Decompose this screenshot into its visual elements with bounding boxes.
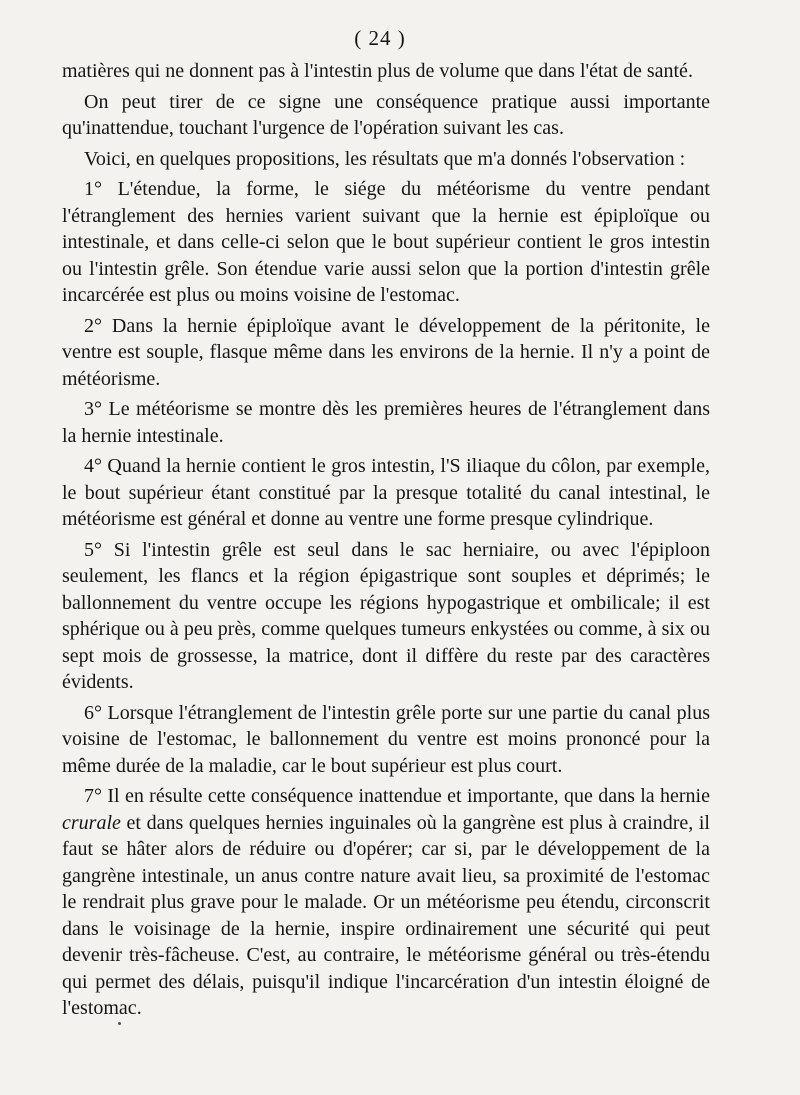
paragraph-intro: Voici, en quelques propositions, les résultats que m'a donnés l'observation : [84, 147, 686, 170]
page-number: ( 24 ) [354, 26, 406, 50]
proposition-3: 3° Le météorisme se montre dès les premières heures de l'étranglement dans la hernie intestinale. [62, 398, 710, 447]
proposition-7-end: et dans quelques hernies inguinales où la gangrène est plus à craindre, il faut se hâter alors de réduire ou d'opérer; car si, par le développement de la gangrène intestinale, un anus contre nature avait lieu, sa proximité de l'estomac le rendrait plus grave pour le malade. Or un météorisme peu étendu, circonscrit dans le voisinage de la hernie, inspire ordinairement une sécurité qui peut devenir très-fâcheuse. C'est, au contraire, le météorisme général ou très-étendu qui permet des délais, puisqu'il indique l'incarcération d'un intestin éloigné de l'estomac. [62, 811, 710, 1019]
italic-crurale: crurale [62, 811, 121, 834]
paragraph-consequence: On peut tirer de ce signe une conséquence pratique aussi importante qu'inattendue, touchant l'urgence de l'opération suivant les cas. [62, 90, 710, 139]
proposition-6: 6° Lorsque l'étranglement de l'intestin grêle porte sur une partie du canal plus voisine de l'estomac, le ballonnement du ventre est moins prononcé pour la même durée de la maladie, car le bout supérieur est plus court. [62, 701, 710, 777]
body-text [62, 58, 710, 1026]
ink-speck [118, 1022, 121, 1025]
proposition-1: 1° L'étendue, la forme, le siége du météorisme du ventre pendant l'étranglement des hernies varient suivant que la hernie est épiploïque ou intestinale, et dans celle-ci selon que le bout supérieur contient le gros intestin ou l'intestin grêle. Son étendue varie aussi selon que la portion d'intestin grêle incarcérée est plus ou moins voisine de l'estomac. [62, 178, 710, 306]
proposition-4: 4° Quand la hernie contient le gros intestin, l'S iliaque du côlon, par exemple, le bout supérieur étant constitué par la presque totalité du canal intestinal, le météorisme est général et donne au ventre une forme presque cylindrique. [62, 455, 710, 530]
paragraph-continuation: matières qui ne donnent pas à l'intestin plus de volume que dans l'état de santé. [62, 60, 693, 82]
proposition-7 [62, 783, 710, 1022]
proposition-5: 5° Si l'intestin grêle est seul dans le sac herniaire, ou avec l'épiploon seulement, les flancs et la région épigastrique sont souples et déprimés; le ballonnement du ventre occupe les régions hypogastrique et ombilicale; il est sphérique ou à peu près, comme quelques tumeurs enkystées ou comme, à six ou sept mois de grossesse, la matrice, dont il diffère du reste par des caractères évidents. [62, 538, 710, 693]
proposition-7-start: 7° Il en résulte cette conséquence inattendue et importante, que dans la hernie [84, 785, 710, 807]
proposition-2: 2° Dans la hernie épiploïque avant le développement de la péritonite, le ventre est souple, flasque même dans les environs de la hernie. Il n'y a point de météorisme. [62, 314, 710, 390]
